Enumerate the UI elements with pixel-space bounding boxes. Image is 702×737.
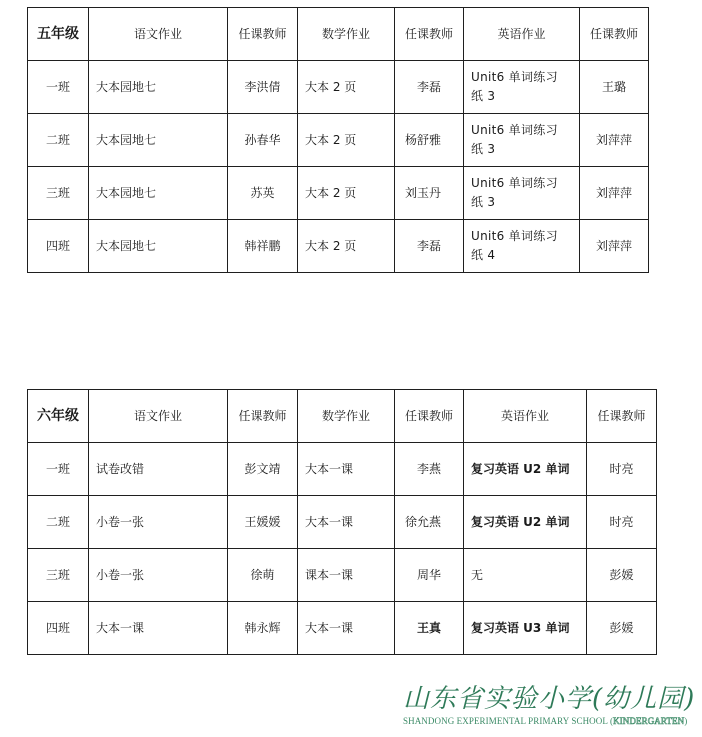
class-name: 一班: [28, 443, 89, 496]
english-homework-line1: Unit6 单词练习: [471, 123, 558, 137]
english-teacher: 彭媛: [587, 602, 657, 655]
chinese-teacher: 孙春华: [228, 114, 298, 167]
column-header-english: 英语作业: [464, 8, 580, 61]
table-header-row: [28, 8, 649, 61]
english-homework: [464, 167, 580, 220]
column-header-teacher: 任课教师: [228, 8, 298, 61]
chinese-homework: 试卷改错: [89, 443, 228, 496]
column-header-math: 数学作业: [298, 8, 395, 61]
column-header-chinese: 语文作业: [89, 8, 228, 61]
column-header-teacher: 任课教师: [587, 390, 657, 443]
english-homework-line1: Unit6 单词练习: [471, 229, 558, 243]
grade-label: 五年级: [28, 8, 89, 61]
english-homework: [464, 220, 580, 273]
chinese-teacher: 苏英: [228, 167, 298, 220]
english-homework: 复习英语 U2 单词: [464, 443, 587, 496]
math-teacher: 王真: [395, 602, 464, 655]
math-teacher: 徐允燕: [395, 496, 464, 549]
school-name-english-main: SHANDONG EXPERIMENTAL PRIMARY SCHOOL (: [403, 716, 614, 726]
column-header-teacher: 任课教师: [580, 8, 649, 61]
math-homework: 大本 2 页: [298, 167, 395, 220]
english-homework: [464, 61, 580, 114]
table-row: [28, 602, 657, 655]
school-name-english: [403, 715, 693, 727]
english-homework-line1: Unit6 单词练习: [471, 176, 558, 190]
class-name: 四班: [28, 220, 89, 273]
english-teacher: 刘萍萍: [580, 167, 649, 220]
school-name-english-kindergarten: KINDERGARTEN: [613, 716, 685, 726]
english-homework-line2: 纸 3: [471, 89, 496, 103]
math-homework: 大本一课: [298, 496, 395, 549]
chinese-teacher: 徐萌: [228, 549, 298, 602]
math-homework: 大本一课: [298, 443, 395, 496]
math-teacher: 李磊: [395, 61, 464, 114]
table-row: [28, 114, 649, 167]
math-homework: 大本 2 页: [298, 61, 395, 114]
chinese-teacher: 韩祥鹏: [228, 220, 298, 273]
math-teacher: 李燕: [395, 443, 464, 496]
grade6-homework-table: [27, 389, 657, 655]
english-teacher: 彭媛: [587, 549, 657, 602]
math-teacher: 杨舒雅: [395, 114, 464, 167]
english-homework: 复习英语 U2 单词: [464, 496, 587, 549]
math-homework: 大本 2 页: [298, 114, 395, 167]
column-header-english: 英语作业: [464, 390, 587, 443]
math-teacher: 李磊: [395, 220, 464, 273]
english-homework-line2: 纸 4: [471, 248, 496, 262]
english-homework: [464, 114, 580, 167]
english-teacher: 王璐: [580, 61, 649, 114]
chinese-homework: 大本园地七: [89, 220, 228, 273]
english-homework-line2: 纸 3: [471, 195, 496, 209]
grade5-homework-table: [27, 7, 649, 273]
column-header-math: 数学作业: [298, 390, 395, 443]
class-name: 三班: [28, 167, 89, 220]
column-header-teacher: 任课教师: [228, 390, 298, 443]
math-homework: 大本一课: [298, 602, 395, 655]
english-teacher: 刘萍萍: [580, 114, 649, 167]
chinese-teacher: 彭文靖: [228, 443, 298, 496]
class-name: 三班: [28, 549, 89, 602]
table-row: [28, 496, 657, 549]
table-header-row: [28, 390, 657, 443]
table-row: [28, 167, 649, 220]
english-homework: 复习英语 U3 单词: [464, 602, 587, 655]
english-teacher: 时亮: [587, 443, 657, 496]
chinese-homework: 大本一课: [89, 602, 228, 655]
table-row: [28, 220, 649, 273]
english-teacher: 刘萍萍: [580, 220, 649, 273]
table-row: [28, 443, 657, 496]
math-teacher: 周华: [395, 549, 464, 602]
school-logo-watermark: [403, 684, 696, 734]
math-teacher: 刘玉丹: [395, 167, 464, 220]
english-homework-line1: Unit6 单词练习: [471, 70, 558, 84]
class-name: 四班: [28, 602, 89, 655]
school-name-chinese: 山东省实验小学(幼儿园): [403, 684, 696, 714]
english-homework: 无: [464, 549, 587, 602]
chinese-homework: 小卷一张: [89, 549, 228, 602]
class-name: 二班: [28, 114, 89, 167]
column-header-teacher: 任课教师: [395, 8, 464, 61]
chinese-homework: 大本园地七: [89, 114, 228, 167]
school-name-english-end: ): [684, 716, 688, 726]
chinese-homework: 小卷一张: [89, 496, 228, 549]
class-name: 二班: [28, 496, 89, 549]
grade-label: 六年级: [28, 390, 89, 443]
math-homework: 课本一课: [298, 549, 395, 602]
chinese-teacher: 李洪倩: [228, 61, 298, 114]
chinese-teacher: 韩永辉: [228, 602, 298, 655]
class-name: 一班: [28, 61, 89, 114]
math-homework: 大本 2 页: [298, 220, 395, 273]
column-header-chinese: 语文作业: [89, 390, 228, 443]
table-row: [28, 549, 657, 602]
english-homework-line2: 纸 3: [471, 142, 496, 156]
chinese-homework: 大本园地七: [89, 61, 228, 114]
english-teacher: 时亮: [587, 496, 657, 549]
chinese-teacher: 王媛媛: [228, 496, 298, 549]
table-row: [28, 61, 649, 114]
column-header-teacher: 任课教师: [395, 390, 464, 443]
chinese-homework: 大本园地七: [89, 167, 228, 220]
